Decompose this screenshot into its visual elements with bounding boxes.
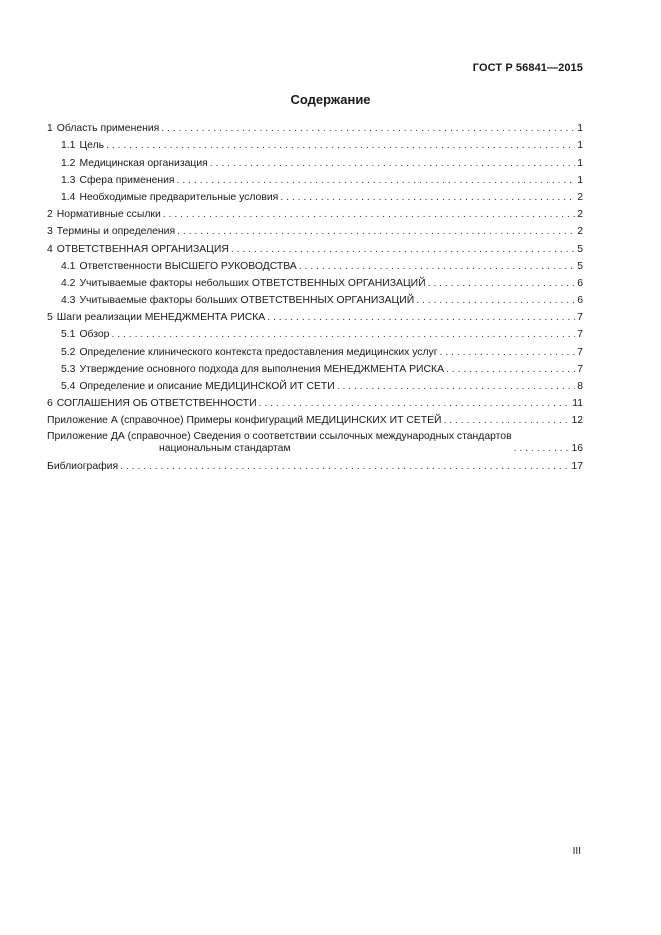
toc-entry-page: 1 [577, 140, 583, 152]
toc-entry[interactable] [47, 393, 583, 410]
toc-entry-number: 1 [47, 123, 53, 135]
toc-dot-leader [337, 381, 576, 393]
toc-dot-leader [106, 140, 575, 152]
toc-entry[interactable] [47, 221, 583, 238]
toc-entry-number: 5.4 [61, 381, 76, 392]
toc-entry-page: 1 [577, 157, 583, 169]
toc-dot-leader [161, 123, 575, 135]
toc-entry-title: Ответственности ВЫСШЕГО РУКОВОДСТВА [79, 260, 297, 272]
toc-entry-title: Область применения [56, 123, 160, 135]
toc-entry-number: 4.3 [61, 295, 76, 307]
toc-dot-leader [177, 175, 576, 187]
toc-dot-leader [259, 398, 571, 410]
toc-dot-leader [416, 295, 575, 307]
toc-entry-title: Определение клинического контекста предоставления медицинских услуг [79, 346, 438, 358]
toc-entry-number: 4.1 [61, 260, 76, 272]
toc-entry-number: 1.3 [61, 174, 76, 186]
toc-entry-title: Нормативные ссылки [56, 209, 161, 221]
page-number: III [572, 846, 581, 857]
toc-entry-title: Учитываемые факторы небольших ОТВЕТСТВЕННЫХ ОРГАНИЗАЦИЙ [79, 277, 426, 289]
toc-entry-page: 7 [577, 312, 583, 324]
toc-entry[interactable] [47, 324, 583, 341]
toc-entry-page: 11 [572, 398, 583, 410]
toc-entry-number: 4.2 [61, 277, 76, 289]
toc-entry-number: 4 [47, 243, 53, 255]
toc-entry-page: 2 [577, 209, 583, 221]
toc-dot-leader [231, 244, 575, 256]
toc-dot-leader [210, 158, 575, 170]
toc-entry-title-line2: национальным стандартам [159, 443, 291, 455]
toc-dot-leader [299, 261, 575, 273]
toc-entry-number: 6 [47, 398, 53, 410]
toc-entry-page: 1 [577, 174, 583, 186]
toc-dot-leader [440, 347, 576, 359]
toc-entry-number: 3 [47, 226, 53, 238]
toc-entry[interactable] [47, 341, 583, 358]
toc-entry-title: СОГЛАШЕНИЯ ОБ ОТВЕТСТВЕННОСТИ [56, 398, 257, 410]
toc-entry-title: Сфера применения [79, 174, 175, 186]
toc-dot-leader [428, 278, 576, 290]
toc-entry[interactable] [47, 135, 583, 152]
document-code: ГОСТ Р 56841—2015 [472, 62, 583, 74]
toc-dot-leader [267, 312, 575, 324]
toc-entry-page: 12 [571, 415, 583, 427]
toc-entry[interactable] [47, 187, 583, 204]
toc-entry[interactable] [47, 455, 583, 472]
toc-entry-title: Обзор [79, 329, 110, 341]
toc-entry-number: 1.2 [61, 157, 76, 169]
toc-dot-leader [111, 329, 575, 341]
table-of-contents [47, 118, 583, 473]
toc-dot-leader [280, 192, 575, 204]
toc-entry-number: 2 [47, 209, 53, 221]
toc-dot-leader [443, 415, 569, 427]
toc-heading: Содержание [290, 92, 371, 107]
toc-entry[interactable] [47, 290, 583, 307]
toc-entry-page: 1 [577, 123, 583, 135]
toc-entry-title: Цель [79, 140, 105, 152]
toc-entry[interactable] [47, 273, 583, 290]
toc-dot-leader [446, 364, 575, 376]
toc-entry[interactable] [47, 410, 583, 427]
toc-entry-page: 6 [577, 295, 583, 307]
toc-entry-number: 5 [47, 312, 53, 324]
toc-entry-title: Необходимые предварительные условия [79, 191, 279, 203]
toc-entry-title-line1: Приложение ДА (справочное) Сведения о соответствии ссылочных международных стандартов [47, 431, 512, 443]
toc-entry-number: 5.3 [61, 363, 76, 375]
toc-entry-title: Медицинская организация [79, 157, 208, 169]
toc-entry[interactable] [47, 376, 583, 393]
toc-entry[interactable] [47, 256, 583, 273]
toc-entry-title [47, 431, 512, 455]
toc-entry-number: 5.2 [61, 346, 76, 358]
toc-entry[interactable] [47, 152, 583, 169]
toc-dot-leader [514, 443, 570, 455]
toc-entry-title: ОТВЕТСТВЕННАЯ ОРГАНИЗАЦИЯ [56, 243, 229, 255]
toc-dot-leader [120, 461, 569, 473]
toc-entry-title: Учитываемые факторы больших ОТВЕТСТВЕННЫХ ОРГАНИЗАЦИЙ [79, 295, 415, 307]
toc-entry-page: 7 [577, 329, 583, 341]
toc-entry-page: 8 [577, 381, 583, 392]
toc-entry-page: 16 [571, 443, 583, 455]
toc-entry[interactable] [47, 238, 583, 255]
toc-entry-number: 1.4 [61, 191, 76, 203]
toc-entry[interactable] [47, 118, 583, 135]
toc-entry[interactable] [47, 307, 583, 324]
toc-entry-page: 5 [577, 260, 583, 272]
toc-entry-title: Определение и описание МЕДИЦИНСКОЙ ИТ СЕТИ [79, 381, 335, 392]
toc-entry-page: 2 [577, 226, 583, 238]
toc-entry-title: Утверждение основного подхода для выполнения МЕНЕДЖМЕНТА РИСКА [79, 363, 445, 375]
toc-entry-page: 2 [577, 191, 583, 203]
toc-entry-page: 7 [577, 346, 583, 358]
toc-entry-number: 5.1 [61, 329, 76, 341]
toc-entry-title: Библиография [47, 460, 119, 472]
toc-entry-page: 17 [571, 460, 583, 472]
toc-entry-title: Шаги реализации МЕНЕДЖМЕНТА РИСКА [56, 312, 266, 324]
toc-dot-leader [163, 209, 575, 221]
toc-entry-title: Приложение А (справочное) Примеры конфигураций МЕДИЦИНСКИХ ИТ СЕТЕЙ [47, 415, 442, 427]
toc-dot-leader [177, 226, 575, 238]
toc-entry[interactable] [47, 359, 583, 376]
toc-entry-title: Термины и определения [56, 226, 176, 238]
toc-entry-number: 1.1 [61, 140, 76, 152]
toc-entry[interactable] [47, 427, 583, 455]
toc-entry-page: 7 [577, 363, 583, 375]
toc-entry[interactable] [47, 204, 583, 221]
toc-entry-page: 6 [577, 277, 583, 289]
toc-entry[interactable] [47, 170, 583, 187]
toc-entry-page: 5 [577, 243, 583, 255]
